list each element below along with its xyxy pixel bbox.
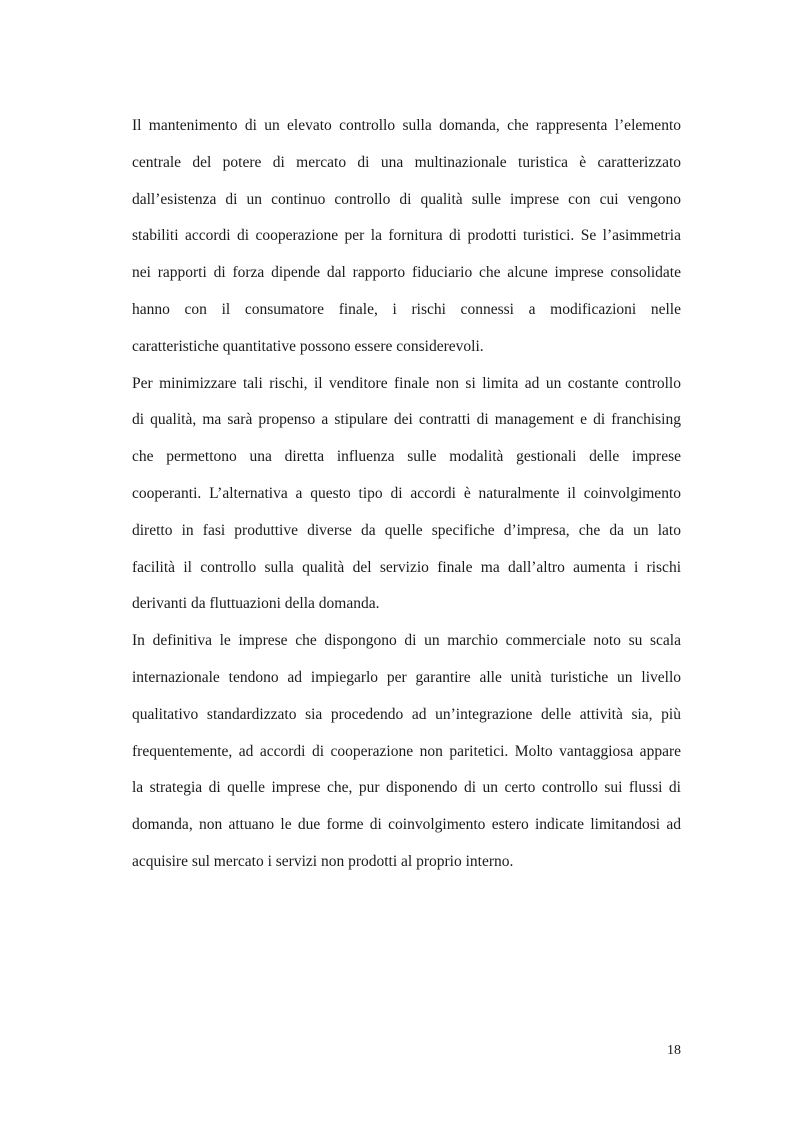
text-line: dall’esistenza di un continuo controllo di qualità sulle imprese con cui vengono — [132, 190, 681, 208]
text-line: acquisire sul mercato i servizi non prodotti al proprio interno. — [132, 852, 514, 870]
text-line: cooperanti. L’alternativa a questo tipo di accordi è naturalmente il coinvolgimento — [132, 484, 681, 502]
text-line: Il mantenimento di un elevato controllo sulla domanda, che rappresenta l’elemento — [132, 117, 681, 134]
body-text — [132, 108, 681, 881]
text-line: che permettono una diretta influenza sulle modalità gestionali delle imprese — [132, 448, 681, 466]
text-line: Per minimizzare tali rischi, il venditore finale non si limita ad un costante controllo — [132, 374, 681, 392]
text-line: In definitiva le imprese che dispongono di un marchio commerciale noto su scala — [132, 632, 681, 650]
text-line: frequentemente, ad accordi di cooperazione non paritetici. Molto vantaggiosa appare — [132, 742, 681, 760]
text-line: la strategia di quelle imprese che, pur disponendo di un certo controllo sui flussi di — [132, 779, 681, 797]
paragraph-1 — [132, 108, 681, 366]
text-line: internazionale tendono ad impiegarlo per garantire alle unità turistiche un livello — [132, 668, 681, 686]
text-line: facilità il controllo sulla qualità del servizio finale ma dall’altro aumenta i rischi — [132, 558, 681, 576]
text-line: qualitativo standardizzato sia procedendo ad un’integrazione delle attività sia, più — [132, 705, 681, 723]
text-line: caratteristiche quantitative possono essere considerevoli. — [132, 337, 484, 355]
text-line: hanno con il consumatore finale, i rischi connessi a modificazioni nelle — [132, 300, 681, 318]
paragraph-3 — [132, 623, 681, 881]
text-line: derivanti da fluttuazioni della domanda. — [132, 595, 380, 613]
text-line: nei rapporti di forza dipende dal rapporto fiduciario che alcune imprese consolidate — [132, 264, 681, 282]
text-line: diretto in fasi produttive diverse da quelle specifiche d’impresa, che da un lato — [132, 521, 681, 539]
text-line: domanda, non attuano le due forme di coinvolgimento estero indicate limitandosi ad — [132, 816, 681, 834]
text-line: stabiliti accordi di cooperazione per la fornitura di prodotti turistici. Se l’asimmetria — [132, 227, 681, 245]
text-line: di qualità, ma sarà propenso a stipulare dei contratti di management e di franchising — [132, 411, 681, 429]
paragraph-2 — [132, 366, 681, 624]
page-number: 18 — [667, 1043, 681, 1058]
text-line: centrale del potere di mercato di una multinazionale turistica è caratterizzato — [132, 153, 681, 171]
